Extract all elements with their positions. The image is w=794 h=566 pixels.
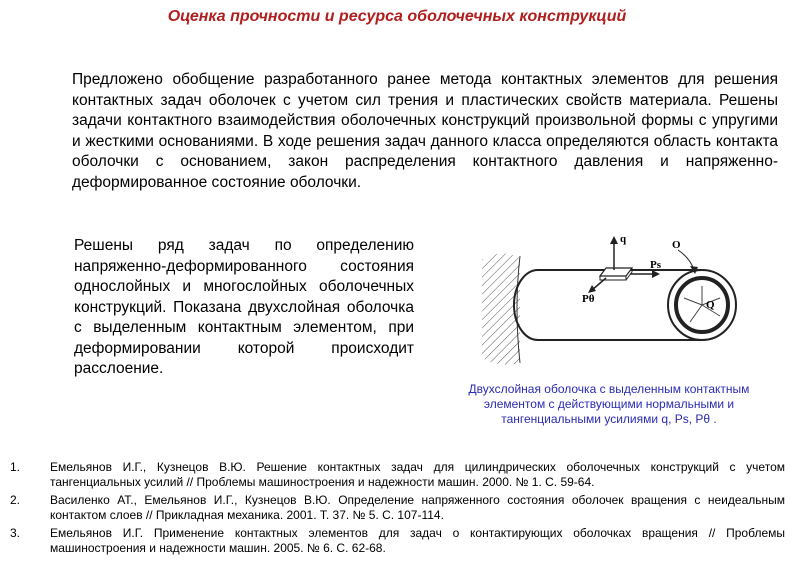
- reference-text: Емельянов И.Г. Применение контактных элементов для задач о контактирующих оболочках вращения // Проблемы машиностроения и надежности машин. 2005. № 6. С. 62-68.: [50, 526, 785, 555]
- results-paragraph: Решены ряд задач по определению напряженно-деформированного состояния однослойных и многослойных оболочечных конструкций. Показана двухслойная оболочка с выделенным контактным элементом, при деформировании которой происходит расслоение.: [74, 237, 414, 377]
- p-s-label: Ps: [650, 259, 661, 271]
- reference-text: Василенко АТ., Емельянов И.Г., Кузнецов В.Ю. Определение напряженного состояния оболочек вращения с неидеальным контактом слоев // Прикладная механика. 2001. Т. 37. № 5. С. 107-114.: [50, 493, 785, 522]
- contact-element: [600, 268, 632, 276]
- o-label: O: [672, 239, 681, 251]
- page-title: Оценка прочности и ресурса оболочечных конструкций: [167, 8, 627, 25]
- reference-number: 3.: [10, 526, 21, 540]
- p-theta-label: Pθ: [582, 293, 595, 305]
- reference-number: 2.: [10, 493, 21, 507]
- reference-text: Емельянов И.Г., Кузнецов В.Ю. Решение контактных задач для цилиндрических оболочечных конструкций с учетом тангенциальных усилий // Проблемы машиностроения и надежности машин. 2000. № 1. С. 59-64.: [50, 460, 785, 489]
- figure-caption: Двухслойная оболочка с выделенным контактным элементом с действующими нормальными и тангенциальными усилиями q, Ps, Pθ .: [468, 382, 750, 426]
- two-layer-shell-figure: [480, 228, 770, 376]
- reference-item: [10, 460, 785, 490]
- reference-list: [10, 460, 785, 559]
- q-label: q: [620, 233, 627, 245]
- intro-paragraph: Предложено обобщение разработанного ранее метода контактных элементов для решения контактных задач оболочек с учетом сил трения и пластических свойств материала. Решены задачи контактного взаимодействия оболочечных конструкций произвольной формы с упругими и жесткими основаниями. В ходе решения задач данного класса определяются область контакта оболочки с основанием, закон распределения контактного давления и напряженно-деформированное состояние оболочки.: [72, 71, 778, 191]
- reference-item: [10, 493, 785, 523]
- reference-number: 1.: [10, 460, 21, 474]
- q-center-label: Q: [706, 299, 715, 311]
- reference-item: [10, 526, 785, 556]
